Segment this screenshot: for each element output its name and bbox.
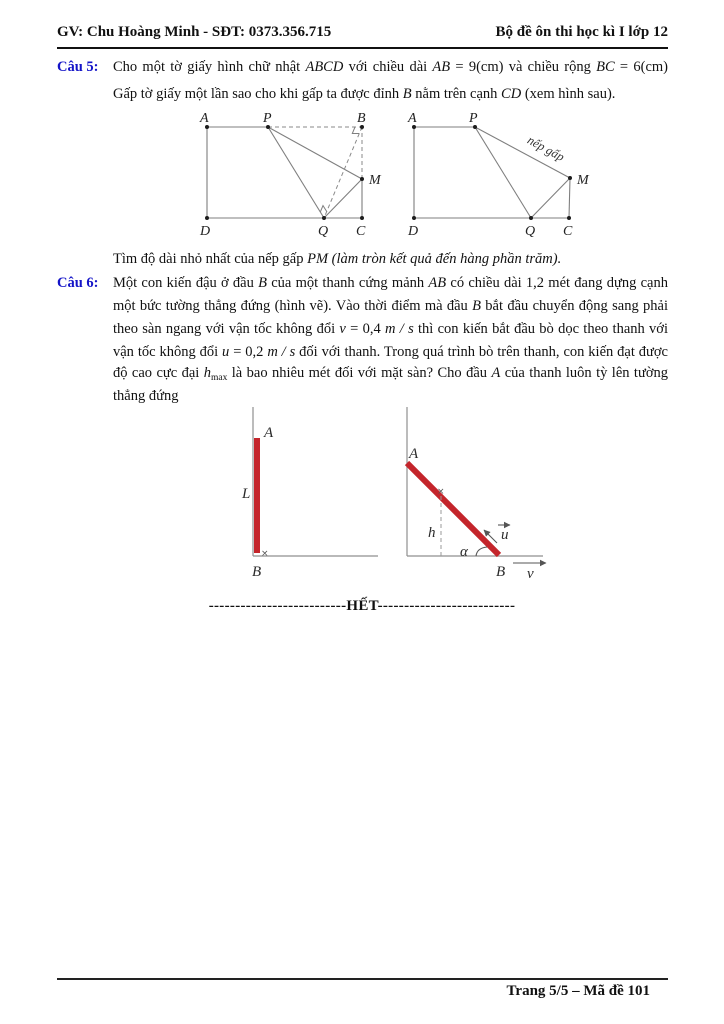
- fold-figure: [190, 103, 600, 243]
- point-label-P: P: [469, 111, 478, 126]
- page-header: [57, 24, 668, 41]
- question-6-line-1: Một con kiến đậu ở đầu B của một thanh cứng mảnh AB có chiều dài 1,2 mét đang dựng cạnh: [113, 275, 668, 291]
- point-label-M: M: [369, 173, 381, 188]
- question-5-line-3: Tìm độ dài nhỏ nhất của nếp gấp PM (làm tròn kết quả đến hàng phần trăm).: [113, 251, 562, 267]
- speed-label-v: v: [527, 566, 534, 582]
- point-label-B: B: [252, 564, 262, 580]
- point-label-P: P: [263, 111, 272, 126]
- header-teacher-info: GV: Chu Hoàng Minh - SĐT: 0373.356.715: [57, 24, 332, 40]
- point-label-M: M: [577, 173, 589, 188]
- point-label-A: A: [408, 111, 417, 126]
- angle-arc: [476, 547, 487, 556]
- question-6-line-2: một bức tường thẳng đứng (hình vẽ). Vào thời điểm mà đầu B bắt đầu chuyển động sang phải: [113, 298, 668, 314]
- point-label-A: A: [264, 425, 274, 441]
- right-angle-mark-Q: [320, 206, 326, 212]
- fold-figure-right: [407, 111, 590, 239]
- question-6-line-6: thẳng đứng: [113, 388, 179, 404]
- question-6-line-5: độ cao cực đại $h_{max}$ là bao nhiêu mét đối với mặt sàn? Cho đầu A của thanh luôn tỳ lên tường: [113, 365, 668, 383]
- header-exam-title: Bộ đề ôn thi học kì I lớp 12: [495, 24, 668, 40]
- point-label-B: B: [496, 564, 506, 580]
- point-label-Q: Q: [525, 224, 536, 239]
- point-label-C: C: [563, 224, 573, 239]
- rod-figure-right: [407, 407, 546, 582]
- crease-label: nếp gấp: [525, 132, 567, 165]
- point-label-Q: Q: [318, 224, 329, 239]
- fold-figure-left: [199, 111, 382, 239]
- rod-figure: [235, 400, 560, 585]
- ant-mark: ×: [261, 549, 269, 559]
- right-angle-mark-B: [352, 127, 359, 134]
- point-label-D: D: [200, 224, 211, 239]
- footer-page-info: Trang 5/5 – Mã đề 101: [506, 983, 650, 999]
- question-6-line-4: vận tốc không đổi u = 0,2 m / s đối với thanh. Trong quá trình bò trên thanh, con kiến đạt được: [113, 344, 668, 360]
- end-divider: --------------------------HẾT--------------------------: [208, 598, 516, 614]
- question-5-label: Câu 5:: [57, 59, 99, 75]
- rod-figure-left: [241, 407, 378, 580]
- question-6-label: Câu 6:: [57, 275, 99, 291]
- footer-rule: [57, 978, 668, 980]
- question-6-line-3: theo sàn ngang với vận tốc không đổi v = 0,4 m / s thì con kiến bắt đầu bò dọc theo thanh với: [113, 321, 668, 337]
- rod: [407, 463, 499, 555]
- length-label-L: L: [242, 486, 251, 502]
- point-label-A: A: [200, 111, 209, 126]
- height-label-h: h: [428, 525, 436, 541]
- point-label-D: D: [408, 224, 419, 239]
- point-label-A: A: [409, 446, 419, 462]
- angle-label-alpha: α: [460, 544, 468, 560]
- point-label-B: B: [357, 111, 366, 126]
- speed-label-u: u: [501, 527, 509, 543]
- header-rule: [57, 47, 668, 49]
- point-label-C: C: [356, 224, 366, 239]
- question-5-line-1: Cho một tờ giấy hình chữ nhật ABCD với chiều dài AB = 9(cm) và chiều rộng BC = 6(cm): [113, 59, 668, 75]
- ant-mark: ×: [437, 487, 445, 497]
- question-5-line-2: Gấp tờ giấy một lần sao cho khi gấp ta được đỉnh B nằm trên cạnh CD (xem hình sau).: [113, 86, 616, 102]
